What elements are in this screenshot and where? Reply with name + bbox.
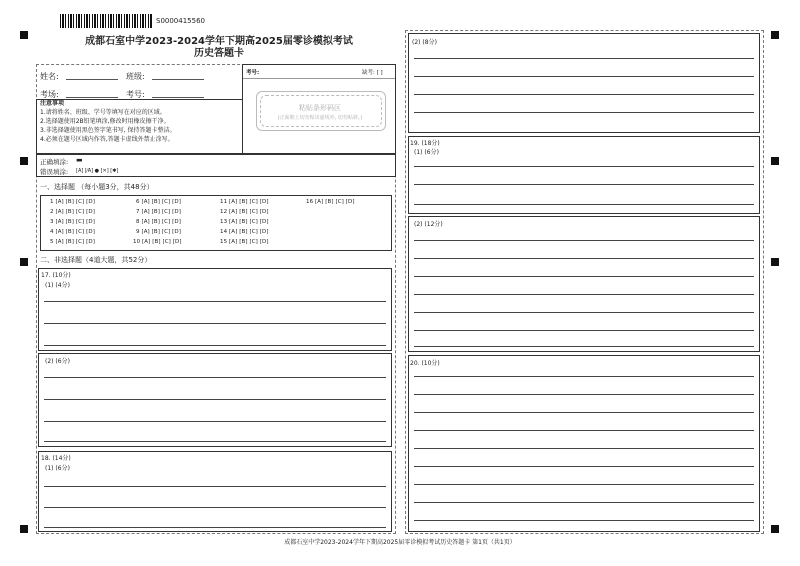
correct-fill-label: 正确填涂: <box>40 158 69 166</box>
answer-box-q20[interactable] <box>408 355 760 532</box>
registration-mark <box>20 525 28 533</box>
answer-line <box>414 112 754 113</box>
registration-mark <box>771 157 779 165</box>
q18-part1-label: (1) (6分) <box>45 465 70 472</box>
answer-line <box>44 486 386 487</box>
answer-line <box>414 76 754 77</box>
choice-question[interactable]: 6 [A] [B] [C] [D] <box>136 199 181 205</box>
wrong-fill-label: 错误填涂: <box>40 168 69 176</box>
choice-question[interactable]: 2 [A] [B] [C] [D] <box>50 209 95 215</box>
answer-line <box>414 204 754 205</box>
page-title: 成都石室中学2023-2024学年下期高2025届零诊模拟考试 <box>85 36 353 47</box>
answer-line <box>414 448 754 449</box>
notice-item: 2.选择题使用2B铅笔填涂,修改时用橡皮擦干净。 <box>40 118 170 125</box>
choice-question[interactable]: 3 [A] [B] [C] [D] <box>50 219 95 225</box>
barcode <box>60 14 152 28</box>
q17-part1-label: (1) (4分) <box>45 282 70 289</box>
registration-mark <box>20 258 28 266</box>
answer-line <box>414 258 754 259</box>
notice-item: 4.必须在题号区域内作答,答题卡虚线外禁止涂写。 <box>40 136 174 143</box>
answer-line <box>414 346 754 347</box>
q17-title: 17. (10分) <box>41 272 71 279</box>
page-footer: 成都石室中学2023-2024学年下期高2025届零诊模拟考试历史答题卡 第1页（共1页） <box>284 539 516 546</box>
absent-checkbox[interactable]: 缺考: [ ] <box>362 70 383 76</box>
choice-section-title: 一、选择题 （每小题3分，共48分） <box>40 183 154 191</box>
answer-line <box>44 527 386 528</box>
choice-question[interactable]: 11 [A] [B] [C] [D] <box>220 199 269 205</box>
wrong-fill-marks: [A] [⁄A] ● [✕] [✱] <box>76 168 119 174</box>
choice-question[interactable]: 14 [A] [B] [C] [D] <box>220 229 269 235</box>
choice-question[interactable]: 1 [A] [B] [C] [D] <box>50 199 95 205</box>
answer-line <box>414 430 754 431</box>
choice-question[interactable]: 15 [A] [B] [C] [D] <box>220 239 269 245</box>
answer-line <box>44 421 386 422</box>
answer-line <box>44 323 386 324</box>
choice-question[interactable]: 13 [A] [B] [C] [D] <box>220 219 269 225</box>
q19-title: 19. (18分) <box>410 140 440 147</box>
registration-mark <box>771 525 779 533</box>
sticker-title: 粘贴条形码区 <box>299 104 341 112</box>
notice-item: 3.非选择题使用黑色签字笔书写, 保持答题卡整洁。 <box>40 127 176 134</box>
choice-question[interactable]: 4 [A] [B] [C] [D] <box>50 229 95 235</box>
notice-title: 注意事项 <box>40 100 65 107</box>
answer-line <box>414 376 754 377</box>
nonchoice-section-title: 二、非选择题（4道大题，共52分） <box>40 256 152 264</box>
registration-mark <box>771 31 779 39</box>
answer-line <box>44 441 386 442</box>
q17-part2-label: (2) (6分) <box>45 358 70 365</box>
choice-question[interactable]: 16 [A] [B] [C] [D] <box>306 199 355 205</box>
answer-line <box>44 507 386 508</box>
exam-box-divider <box>243 78 395 79</box>
answer-line <box>414 412 754 413</box>
answer-line <box>414 394 754 395</box>
choice-question[interactable]: 9 [A] [B] [C] [D] <box>136 229 181 235</box>
answer-line <box>414 94 754 95</box>
answer-line <box>414 294 754 295</box>
answer-line <box>414 484 754 485</box>
choice-question[interactable]: 7 [A] [B] [C] [D] <box>136 209 181 215</box>
choice-question[interactable]: 5 [A] [B] [C] [D] <box>50 239 95 245</box>
answer-line <box>44 345 386 346</box>
exam-box-label: 考号: <box>246 70 260 76</box>
q19-part1-label: (1) (6分) <box>414 149 439 156</box>
answer-line <box>44 377 386 378</box>
q18-part2-label: (2) (8分) <box>412 39 437 46</box>
correct-fill-mark: ▬ <box>76 156 83 164</box>
answer-line <box>414 276 754 277</box>
answer-line <box>414 240 754 241</box>
choice-question[interactable]: 8 [A] [B] [C] [D] <box>136 219 181 225</box>
barcode-number: S0000415560 <box>156 17 205 25</box>
answer-box-q19[interactable] <box>408 136 760 214</box>
answer-line <box>414 58 754 59</box>
room-label: 考场: <box>40 90 59 99</box>
answer-line <box>44 301 386 302</box>
class-label: 班级: <box>126 72 145 81</box>
exam-number-label: 考号: <box>126 90 145 99</box>
choice-question[interactable]: 12 [A] [B] [C] [D] <box>220 209 269 215</box>
answer-line <box>414 312 754 313</box>
answer-line <box>414 466 754 467</box>
answer-box-q18-2[interactable] <box>408 33 760 133</box>
answer-box-q17-2[interactable] <box>38 353 392 447</box>
page-subtitle: 历史答题卡 <box>194 48 244 59</box>
registration-mark <box>20 157 28 165</box>
answer-line <box>414 184 754 185</box>
q18-title: 18. (14分) <box>41 455 71 462</box>
name-label: 姓名: <box>40 72 59 81</box>
answer-box-q19-2[interactable] <box>408 216 760 352</box>
answer-line <box>414 520 754 521</box>
q19-part2-label: (2) (12分) <box>414 221 443 228</box>
answer-line <box>414 502 754 503</box>
q20-title: 20. (10分) <box>410 360 440 367</box>
answer-box-q17[interactable] <box>38 268 392 351</box>
registration-mark <box>20 31 28 39</box>
answer-line <box>414 166 754 167</box>
answer-box-q18[interactable] <box>38 451 392 532</box>
answer-line <box>414 330 754 331</box>
notice-item: 1.请将姓名、班级、学号等填写在对应的区域。 <box>40 109 166 116</box>
registration-mark <box>771 258 779 266</box>
sticker-note: (正面朝上切勿贴出虚线外, 切勿贴斜。) <box>277 115 363 121</box>
choice-question[interactable]: 10 [A] [B] [C] [D] <box>133 239 182 245</box>
answer-line <box>44 399 386 400</box>
